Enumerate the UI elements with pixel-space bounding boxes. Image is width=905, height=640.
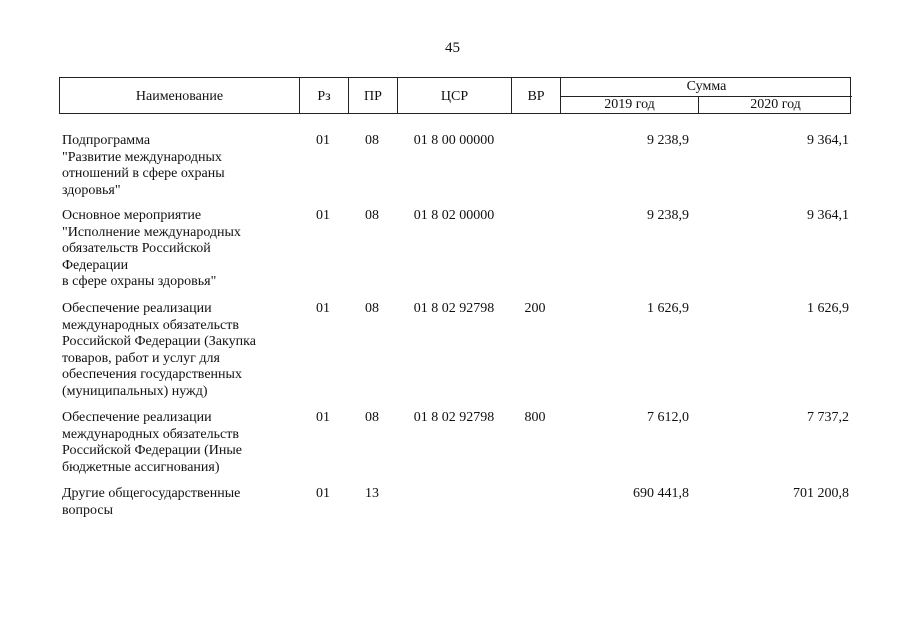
row-name-line: вопросы — [62, 502, 113, 518]
header-sum-cell — [560, 78, 852, 113]
table-header — [59, 77, 851, 114]
row-name-line: (муниципальных) нужд) — [62, 383, 208, 399]
row-name-line: бюджетные ассигнования) — [62, 459, 220, 475]
header-rz: Рз — [317, 89, 331, 104]
row-name-line: Подпрограмма — [62, 133, 151, 148]
row-csr: 01 8 02 92798 — [413, 410, 495, 425]
row-pr: 08 — [365, 410, 379, 425]
row-sum-2020: 9 364,1 — [807, 133, 849, 148]
row-pr: 08 — [365, 301, 379, 316]
row-name-line: международных обязательств — [62, 426, 239, 442]
row-name-line: Обеспечение реализации — [62, 301, 212, 316]
row-rz: 01 — [316, 208, 330, 223]
row-rz: 01 — [316, 486, 330, 501]
row-name-line: "Исполнение международных — [62, 224, 241, 240]
header-pr: ПР — [364, 89, 382, 104]
header-sum: Сумма — [561, 78, 852, 97]
row-sum-2020: 701 200,8 — [793, 486, 849, 501]
row-name-line: Российской Федерации (Закупка — [62, 334, 256, 349]
row-name — [62, 208, 287, 291]
row-name-line: "Развитие международных — [62, 149, 222, 165]
row-sum-2019: 9 238,9 — [647, 133, 689, 148]
header-csr: ЦСР — [440, 89, 469, 104]
row-name-line: в сфере охраны здоровья" — [62, 274, 217, 289]
row-name-line: здоровья" — [62, 182, 121, 198]
row-sum-2020: 7 737,2 — [807, 410, 849, 425]
row-name-line: международных обязательств — [62, 317, 239, 333]
row-sum-2020: 1 626,9 — [807, 301, 849, 316]
header-year-2019: 2019 год — [604, 97, 655, 112]
row-sum-2019: 1 626,9 — [647, 301, 689, 316]
page-number: 45 — [445, 40, 460, 56]
row-sum-2020: 9 364,1 — [807, 208, 849, 223]
header-name: Наименование — [135, 89, 224, 104]
row-pr: 08 — [365, 133, 379, 148]
header-vr: ВР — [527, 89, 545, 104]
row-sum-2019: 690 441,8 — [633, 486, 689, 501]
header-pr-cell — [348, 78, 397, 113]
row-name-line: товаров, работ и услуг для — [62, 350, 220, 366]
row-name-line: Основное мероприятие — [62, 208, 202, 223]
row-pr: 08 — [365, 208, 379, 223]
row-csr: 01 8 00 00000 — [413, 133, 495, 148]
header-vr-cell — [511, 78, 560, 113]
row-name-line: отношений в сфере охраны — [62, 166, 225, 181]
row-sum-2019: 9 238,9 — [647, 208, 689, 223]
row-name-line: Обеспечение реализации — [62, 410, 212, 425]
row-vr: 200 — [524, 301, 546, 316]
row-vr: 800 — [524, 410, 546, 425]
row-name — [62, 410, 287, 476]
header-csr-cell — [397, 78, 511, 113]
row-name-line: обеспечения государственных — [62, 367, 242, 382]
row-rz: 01 — [316, 301, 330, 316]
row-pr: 13 — [365, 486, 379, 501]
header-rz-cell — [299, 78, 348, 113]
header-name-cell — [60, 78, 299, 113]
row-rz: 01 — [316, 133, 330, 148]
row-csr: 01 8 02 00000 — [413, 208, 495, 223]
row-name — [62, 133, 287, 199]
row-name-line: Федерации — [62, 257, 129, 273]
row-name-line: Другие общегосударственные — [62, 486, 241, 501]
header-year-2020: 2020 год — [698, 96, 852, 113]
row-name-line: обязательств Российской — [62, 241, 211, 256]
row-csr: 01 8 02 92798 — [413, 301, 495, 316]
row-name — [62, 301, 287, 400]
row-sum-2019: 7 612,0 — [647, 410, 689, 425]
row-rz: 01 — [316, 410, 330, 425]
row-name — [62, 486, 287, 519]
row-name-line: Российской Федерации (Иные — [62, 443, 242, 458]
